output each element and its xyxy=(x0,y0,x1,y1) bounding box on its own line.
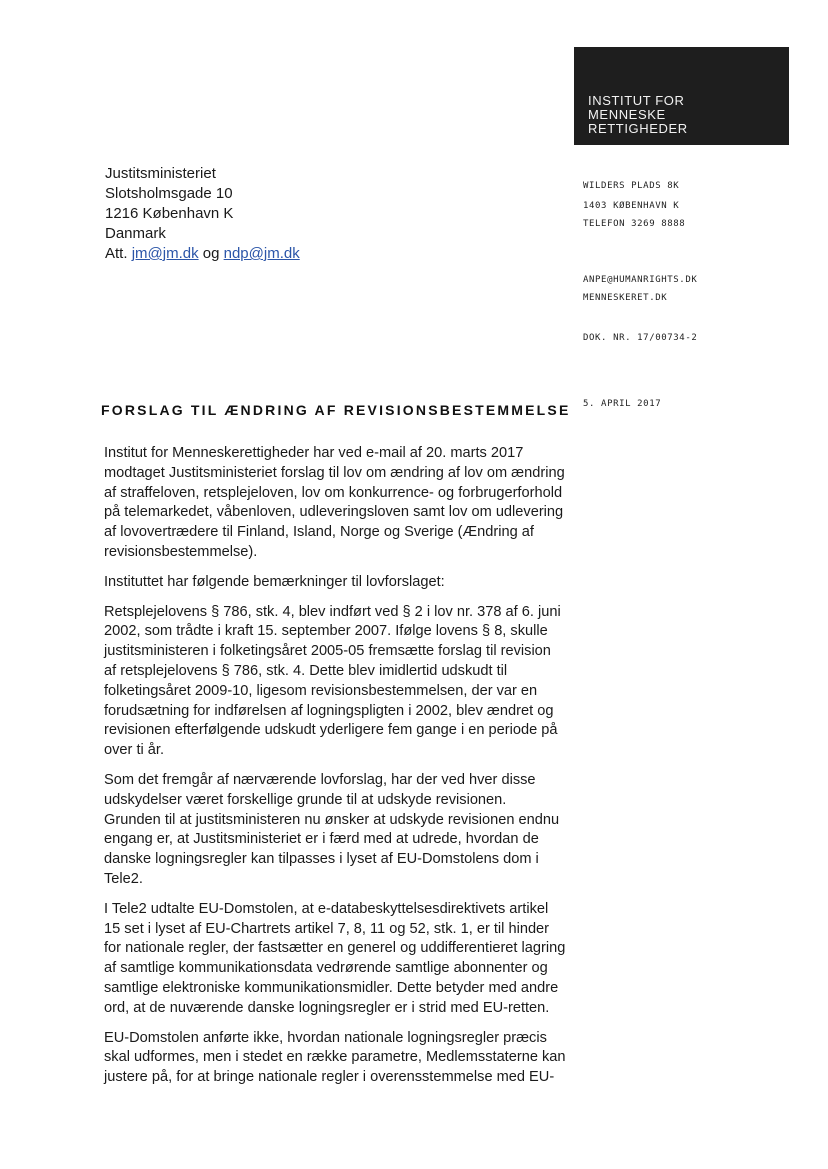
att-connector: og xyxy=(202,245,220,262)
letter-date: 5. APRIL 2017 xyxy=(583,399,662,409)
document-number: DOK. NR. 17/00734-2 xyxy=(583,333,698,343)
logo-line-3: RETTIGHEDER xyxy=(588,121,688,136)
sender-phone: TELEFON 3269 8888 xyxy=(583,219,686,229)
sender-address-line-1: WILDERS PLADS 8K xyxy=(583,181,680,191)
body-paragraph: EU-Domstolen anførte ikke, hvordan nationale logningsregler præcis skal udformes, men i stedet en række parametre, Medlemsstaterne kan justere på, for at bringe nationale regler i overensstemmelse med EU- xyxy=(104,1029,566,1086)
body-paragraph: Instituttet har følgende bemærkninger til lovforslaget: xyxy=(104,573,445,590)
email-link-jm[interactable]: jm@jm.dk xyxy=(131,245,199,262)
body-paragraph: I Tele2 udtalte EU-Domstolen, at e-databeskyttelsesdirektivets artikel 15 set i lyset af EU-Chartrets artikel 7, 8, 11 og 52, stk. 1, er til hinder for nationale regler, der fastsætter en generel og uddifferentieret lagring af samtlige kommunikationsdata vedrørende samtlige abonnenter og samtlige elektroniske kommunikationsmidler. Dette betyder med andre ord, at de nuværende danske logningsregler er i strid med EU-retten. xyxy=(104,900,566,1016)
recipient-city: 1216 København K xyxy=(105,205,234,222)
body-paragraph: Institut for Menneskerettigheder har ved e-mail af 20. marts 2017 modtaget Justitsministeriet forslag til lov om ændring af lov om ændring af straffeloven, retsplejeloven, lov om konkurrence- og forbrugerforhold på telemarkedet, våbenloven, udleveringsloven samt lov om udlevering af lovovertrædere til Finland, Island, Norge og Sverige (Ændring af revisionsbestemmelse). xyxy=(104,445,565,560)
recipient-country: Danmark xyxy=(105,225,166,242)
sender-email: ANPE@HUMANRIGHTS.DK xyxy=(583,275,698,285)
institute-logo xyxy=(574,47,789,145)
att-prefix: Att. xyxy=(105,245,128,262)
document-title: FORSLAG TIL ÆNDRING AF REVISIONSBESTEMMELSE xyxy=(101,402,571,418)
recipient-address xyxy=(105,164,300,264)
recipient-street: Slotsholmsgade 10 xyxy=(105,185,233,202)
body-paragraph: Retsplejelovens § 786, stk. 4, blev indført ved § 2 i lov nr. 378 af 6. juni 2002, som trådte i kraft 15. september 2007. Ifølge lovens § 8, skulle justitsministeren i folketingsåret 2005-05 fremsætte forslag til revision af retsplejelovens § 786, stk. 4. Dette blev imidlertid udskudt til folketingsåret 2009-10, ligesom revisionsbestemmelsen, der var en forudsætning for indførelsen af logningspligten i 2002, blev ændret og revisionen efterfølgende udskudt yderligere fem gange i en periode på over ti år. xyxy=(104,603,561,759)
sender-website: MENNESKERET.DK xyxy=(583,293,668,303)
email-link-ndp[interactable]: ndp@jm.dk xyxy=(223,245,300,262)
sender-address-line-2: 1403 KØBENHAVN K xyxy=(583,201,680,211)
letter-body xyxy=(104,444,566,1098)
logo-line-2: MENNESKE xyxy=(588,107,666,122)
recipient-name: Justitsministeriet xyxy=(105,165,216,182)
logo-line-1: INSTITUT FOR xyxy=(588,93,685,108)
recipient-attention xyxy=(105,244,300,264)
body-paragraph: Som det fremgår af nærværende lovforslag, har der ved hver disse udskydelser været forskellige grunde til at udskyde revisionen. Grunden til at justitsministeren nu ønsker at udskyde revisionen endnu engang er, at Justitsministeriet er i færd med at udrede, hvordan de danske logningsregler kan tilpasses i lyset af EU-Domstolens dom i Tele2. xyxy=(104,771,560,887)
